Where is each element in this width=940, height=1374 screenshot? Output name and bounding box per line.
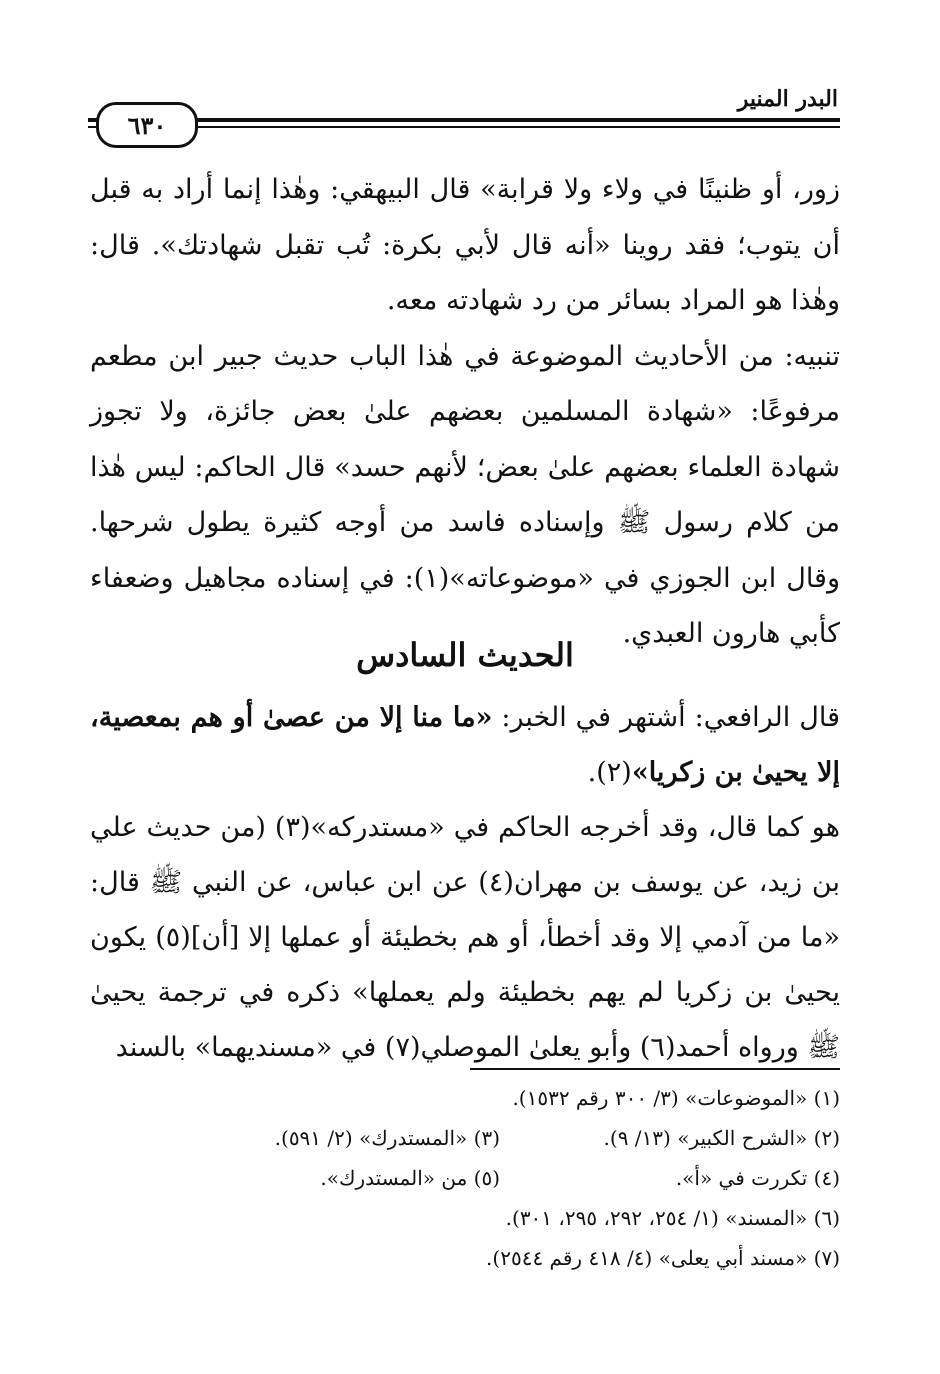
footnote-row	[160, 1198, 840, 1238]
footnote-row	[160, 1118, 840, 1158]
paragraph: هو كما قال، وقد أخرجه الحاكم في «مستدركه»(٣) (من حديث علي بن زيد، عن يوسف بن مهران(٤) عن ابن عباس، عن النبي ﷺ قال: «ما من آدمي إلا وقد أخطأ، أو هم بخطيئة أو عملها إلا [أن](٥) يكون يحيىٰ بن زكريا لم يهم بخطيئة ولم يعملها» ذكره في ترجمة يحيىٰ ﷺ ورواه أحمد(٦) وأبو يعلىٰ الموصلي(٧) في «مسنديهما» بالسند	[90, 812, 841, 1063]
header-rule-thin	[88, 126, 840, 128]
hadith-text: «ما منا إلا من عصىٰ أو هم بمعصية، إلا يحيىٰ بن زكريا»	[90, 702, 840, 788]
page-header	[88, 86, 840, 146]
footnote: (٦) «المسند» (١/ ٢٥٤، ٢٩٢، ٢٩٥، ٣٠١).	[505, 1206, 840, 1230]
footnote-row	[160, 1078, 840, 1118]
footnote: (٧) «مسند أبي يعلى» (٤/ ٤١٨ رقم ٢٥٤٤).	[486, 1246, 840, 1270]
footnote: (٥) من «المستدرك».	[320, 1166, 500, 1190]
book-title: البدر المنير	[737, 86, 838, 112]
paragraph	[90, 690, 840, 800]
paragraph-intro: قال الرافعي: أشتهر في الخبر:	[492, 702, 840, 733]
footnote: (١) «الموضوعات» (٣/ ٣٠٠ رقم ١٥٣٢).	[512, 1086, 840, 1110]
page-number: ٦٣٠	[96, 102, 198, 148]
footnote: (٣) «المستدرك» (٢/ ٥٩١).	[274, 1126, 500, 1150]
section-heading: الحديث السادس	[356, 636, 574, 674]
footnote: (٢) «الشرح الكبير» (١٣/ ٩).	[603, 1126, 840, 1150]
footnote-marker: (٢).	[587, 757, 632, 788]
footnotes	[160, 1078, 840, 1278]
paragraph: زور، أو ظنينًا في ولاء ولا قرابة» قال البيهقي: وهٰذا إنما أراد به قبل أن يتوب؛ فقد روينا «أنه قال لأبي بكرة: تُب تقبل شهادتك». قال: وهٰذا هو المراد بسائر من رد شهادته معه.	[90, 174, 840, 316]
footnote: (٤) تكررت في «أ».	[675, 1166, 840, 1190]
footnote-row	[160, 1158, 840, 1198]
section-body	[90, 690, 840, 1075]
body-text	[90, 162, 840, 662]
header-rule-thick	[88, 118, 840, 122]
footnote-row	[160, 1238, 840, 1278]
footnote-divider	[470, 1068, 840, 1070]
paragraph-note: تنبيه: من الأحاديث الموضوعة في هٰذا الباب حديث جبير ابن مطعم مرفوعًا: «شهادة المسلمين بعضهم علىٰ بعض جائزة، ولا تجوز شهادة العلماء بعضهم علىٰ بعض؛ لأنهم حسد» قال الحاكم: ليس هٰذا من كلام رسول ﷺ وإسناده فاسد من أوجه كثيرة يطول شرحها. وقال ابن الجوزي في «موضوعاته»(١): في إسناده مجاهيل وضعفاء كأبي هارون العبدي.	[90, 340, 841, 649]
